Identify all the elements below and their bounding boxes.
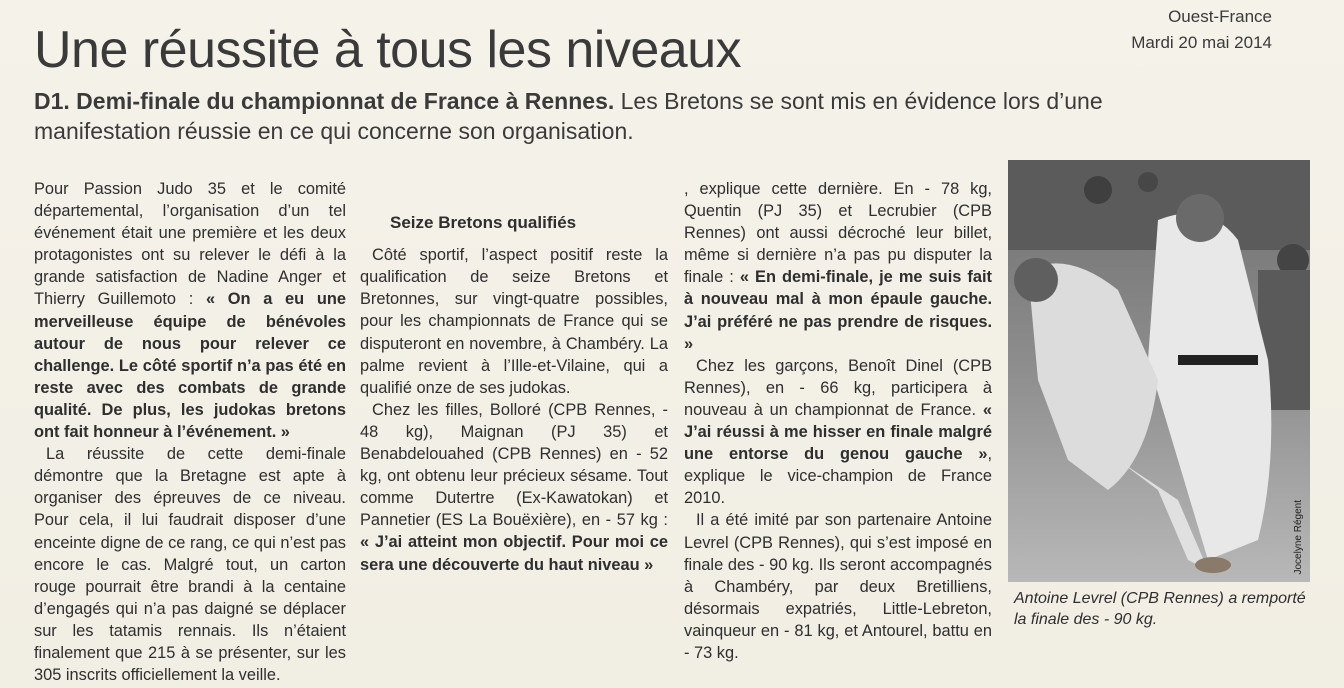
paragraph-6: Il a été imité par son partenaire Antoine Levrel (CPB Rennes), qui s’est imposé en finale des - 90 kg. Ils seront accompagnés à Chambéry, par deux Bretilliens, désormais expatriés, Little-Lebreton, vainqueur en - 81 kg, et Antourel, battu en - 73 kg. <box>684 511 992 662</box>
article-column-1 <box>34 178 346 686</box>
paragraph-5-text: Chez les garçons, Benoît Dinel (CPB Rennes), en - 66 kg, participera à nouveau à un championnat de France. <box>684 356 992 419</box>
paragraph-4-continued <box>684 178 992 355</box>
article-column-2 <box>360 178 668 576</box>
lead-text: Les Bretons se sont mis en évidence lors d’une manifestation réussie en ce qui concerne son organisation. <box>34 88 1103 144</box>
quote-organizers: « On a eu une merveilleuse équipe de bénévoles autour de nous pour relever ce challenge. Le côté sportif n’a pas été en reste avec des combats de grande qualité. De plus, les judokas bretons ont fait honneur à l’événement. » <box>34 290 346 442</box>
paragraph-5-tail: , explique le vice-champion de France 2010. <box>684 445 992 508</box>
article-column-3 <box>684 178 992 664</box>
paragraph-4-tail: , explique cette dernière. En - 78 kg, Quentin (PJ 35) et Lecrubier (CPB Rennes) ont aussi décroché leur billet, même si dernière n’a pas pu disputer la finale : <box>684 180 992 287</box>
photo-credit: Jocelyne Régent <box>1293 499 1304 574</box>
judo-photo-illustration <box>1008 160 1310 582</box>
paragraph-5 <box>684 355 992 510</box>
article-headline: Une réussite à tous les niveaux <box>34 21 742 79</box>
masthead <box>1131 4 1272 56</box>
paragraph-1-text: Pour Passion Judo 35 et le comité départemental, l’organisation d’un tel événement était une première et les deux protagonistes ont su relever le défi à la grande satisfaction de Nadine Anger et Thierry Guillemoto : <box>34 180 346 309</box>
lead-kicker: D1. Demi-finale du championnat de France à Rennes. <box>34 88 615 114</box>
quote-lecrubier: « En demi-finale, je me suis fait à nouveau mal à mon épaule gauche. J’ai préféré ne pas prendre de risques. » <box>684 268 992 353</box>
subheading: Seize Bretons qualifiés <box>390 213 577 233</box>
paragraph-3: Côté sportif, l’aspect positif reste la qualification de seize Bretons et Bretonnes, sur vingt-quatre possibles, pour les championnats de France qui se disputeront en novembre, à Chambéry. La palme revient à l’Ille-et-Vilaine, qui a qualifié onze de ses judokas. <box>360 246 668 397</box>
judo-photo <box>1008 160 1310 582</box>
photo-caption: Antoine Levrel (CPB Rennes) a remporté la finale des - 90 kg. <box>1014 590 1306 628</box>
paragraph-4 <box>360 399 668 576</box>
newspaper-name: Ouest-France <box>1168 7 1272 26</box>
paragraph-2: La réussite de cette demi-finale démontre que la Bretagne est apte à organiser des épreuves de ce niveau. Pour cela, il lui faudrait disposer d’une enceinte digne de ce rang, ce qui n’est pas encore le cas. Malgré tout, un carton rouge pourrait être brandi à la centaine d’engagés qui n’a pas daigné se déplacer sur les tatamis rennais. Ils n’étaient finalement que 215 à se présenter, sur les 305 inscrits officiellement la veille. <box>34 445 346 685</box>
paragraph-4-text: Chez les filles, Bolloré (CPB Rennes, - 48 kg), Maignan (PJ 35) et Benabdelouahed (CPB Rennes) en - 52 kg, ont obtenu leur précieux sésame. Tout comme Dutertre (Ex-Kawatokan) et Pannetier (ES La Bouëxière), en - 57 kg : <box>360 400 668 530</box>
column-2-spacer <box>360 178 668 200</box>
publication-date: Mardi 20 mai 2014 <box>1131 33 1272 52</box>
quote-dinel: « J’ai réussi à me hisser en finale malgré une entorse du genou gauche » <box>684 400 992 464</box>
article-lead <box>34 86 1124 146</box>
quote-pannetier: « J’ai atteint mon objectif. Pour moi ce sera une découverte du haut niveau » <box>360 533 668 574</box>
paragraph-1 <box>34 178 346 443</box>
